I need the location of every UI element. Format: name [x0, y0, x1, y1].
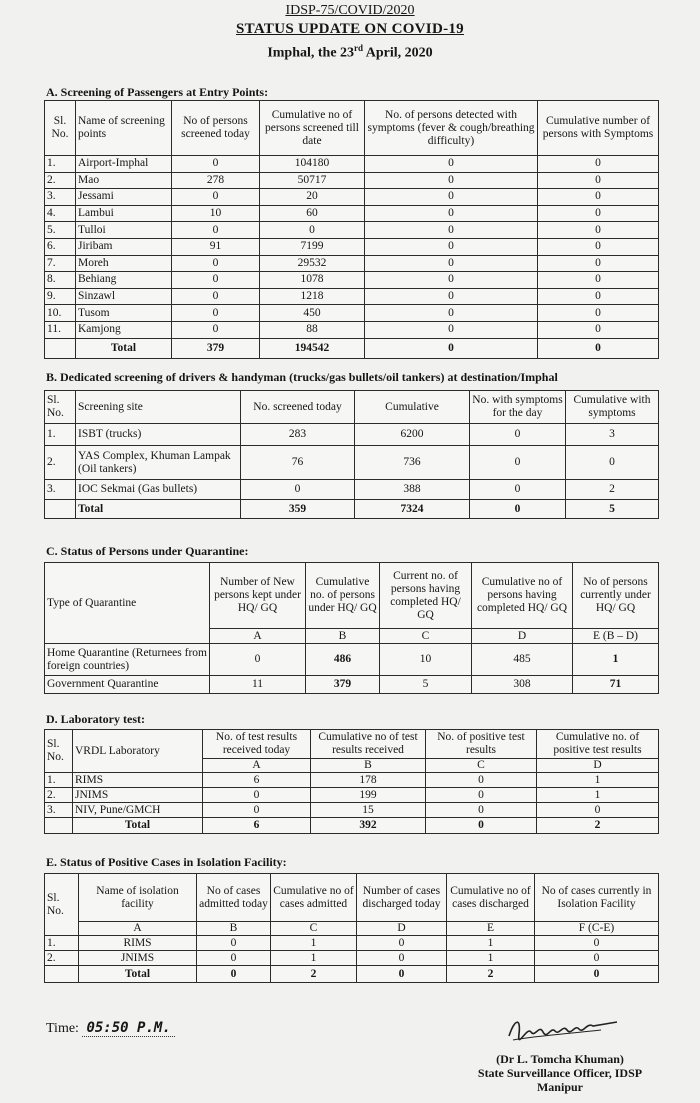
table-cell: 0: [566, 446, 659, 480]
total-row: [45, 818, 659, 834]
table-cell: 0: [470, 446, 566, 480]
table-cell: 0: [426, 803, 537, 818]
table-row: [45, 288, 659, 305]
column-letter: F (C-E): [535, 922, 659, 936]
table-cell: 88: [260, 321, 365, 338]
table-cell: IOC Sekmai (Gas bullets): [76, 480, 241, 500]
table-cell: 0: [365, 238, 538, 255]
column-letter: A: [210, 629, 306, 644]
table-cell: 0: [203, 788, 311, 803]
total-cell: 0: [197, 966, 271, 983]
total-cell: [45, 500, 76, 519]
time-label: Time:: [46, 1021, 79, 1036]
table-cell: Home Quarantine (Returnees from foreign countries): [45, 644, 210, 676]
table-cell: Mao: [76, 172, 172, 189]
column-header: Cumulative number of persons with Symptoms: [538, 101, 659, 156]
table-cell: 388: [355, 480, 470, 500]
table-cell: 11: [210, 676, 306, 694]
table-cell: 8.: [45, 272, 76, 289]
section-d-table: [44, 729, 659, 834]
total-cell: 2: [537, 818, 659, 834]
column-header: Number of New persons kept under HQ/ GQ: [210, 563, 306, 629]
table-row: [45, 189, 659, 206]
column-letter: A: [203, 759, 311, 773]
table-row: [45, 255, 659, 272]
column-header: Cumulative no. of positive test results: [537, 730, 659, 759]
table-row: [45, 446, 659, 480]
table-cell: 0: [172, 305, 260, 322]
column-header: Sl. No.: [45, 391, 76, 424]
column-letter: A: [79, 922, 197, 936]
table-cell: 71: [573, 676, 659, 694]
section-b-body: [45, 424, 659, 519]
table-cell: RIMS: [79, 936, 197, 951]
table-cell: 29532: [260, 255, 365, 272]
total-cell: [45, 966, 79, 983]
total-cell: [45, 338, 76, 358]
table-cell: 6: [203, 773, 311, 788]
table-cell: 0: [365, 272, 538, 289]
signatory-block: [455, 1052, 665, 1094]
table-cell: 0: [538, 172, 659, 189]
table-cell: 1: [573, 644, 659, 676]
section-c-title: C. Status of Persons under Quarantine:: [46, 544, 249, 558]
total-cell: 6: [203, 818, 311, 834]
table-cell: 2.: [45, 788, 73, 803]
table-row: [45, 644, 659, 676]
table-row: [45, 238, 659, 255]
total-cell: 0: [357, 966, 447, 983]
table-cell: NIV, Pune/GMCH: [73, 803, 203, 818]
table-cell: Airport-Imphal: [76, 156, 172, 173]
section-d-body: [45, 773, 659, 834]
section-b-header-row: [45, 391, 659, 424]
table-cell: 0: [470, 480, 566, 500]
table-cell: 0: [365, 288, 538, 305]
column-header: Cumulative with symptoms: [566, 391, 659, 424]
table-cell: 0: [537, 803, 659, 818]
table-cell: 1: [271, 936, 357, 951]
table-cell: 0: [172, 255, 260, 272]
section-e-table: [44, 873, 659, 983]
table-row: [45, 305, 659, 322]
column-header: No of persons screened today: [172, 101, 260, 156]
table-cell: 10.: [45, 305, 76, 322]
column-header: Cumulative no of cases discharged: [447, 874, 535, 922]
table-cell: 0: [426, 773, 537, 788]
table-cell: 1: [271, 951, 357, 966]
table-cell: 1: [447, 951, 535, 966]
table-cell: 3.: [45, 803, 73, 818]
table-cell: Moreh: [76, 255, 172, 272]
table-cell: 0: [365, 255, 538, 272]
column-header: Screening site: [76, 391, 241, 424]
table-cell: 0: [197, 936, 271, 951]
column-header: No. of positive test results: [426, 730, 537, 759]
column-letter: B: [311, 759, 426, 773]
table-cell: 3.: [45, 189, 76, 206]
table-cell: 0: [172, 189, 260, 206]
section-a-body: [45, 156, 659, 359]
total-row: [45, 500, 659, 519]
table-cell: 10: [172, 205, 260, 222]
table-cell: 0: [197, 951, 271, 966]
table-cell: 1078: [260, 272, 365, 289]
total-cell: 392: [311, 818, 426, 834]
table-cell: 3: [566, 424, 659, 446]
table-cell: 0: [538, 205, 659, 222]
table-row: [45, 272, 659, 289]
table-cell: YAS Complex, Khuman Lampak (Oil tankers): [76, 446, 241, 480]
total-cell: 0: [470, 500, 566, 519]
table-cell: 0: [260, 222, 365, 239]
table-cell: 76: [241, 446, 355, 480]
table-cell: 2: [566, 480, 659, 500]
section-c-table: [44, 562, 659, 694]
table-cell: ISBT (trucks): [76, 424, 241, 446]
table-cell: 0: [538, 321, 659, 338]
table-row: [45, 321, 659, 338]
table-cell: 104180: [260, 156, 365, 173]
table-row: [45, 803, 659, 818]
column-letter: D: [357, 922, 447, 936]
table-row: [45, 172, 659, 189]
table-cell: 199: [311, 788, 426, 803]
table-cell: 278: [172, 172, 260, 189]
table-cell: 1.: [45, 424, 76, 446]
column-letter: E: [447, 922, 535, 936]
table-cell: 9.: [45, 288, 76, 305]
table-cell: 308: [472, 676, 573, 694]
column-letter: E (B – D): [573, 629, 659, 644]
section-d-title: D. Laboratory test:: [46, 712, 145, 726]
total-cell: Total: [73, 818, 203, 834]
column-header: Name of screening points: [76, 101, 172, 156]
column-header: Cumulative no of test results received: [311, 730, 426, 759]
column-header: Sl. No.: [45, 101, 76, 156]
table-cell: 1: [537, 788, 659, 803]
table-cell: 0: [172, 321, 260, 338]
table-cell: 283: [241, 424, 355, 446]
table-cell: 10: [380, 644, 472, 676]
signature-mark: [505, 1012, 620, 1046]
column-letter: B: [306, 629, 380, 644]
column-header: Sl. No.: [45, 730, 73, 773]
table-cell: 2.: [45, 172, 76, 189]
total-cell: 0: [535, 966, 659, 983]
table-cell: 0: [210, 644, 306, 676]
table-cell: Tulloi: [76, 222, 172, 239]
column-header: Cumulative no of cases admitted: [271, 874, 357, 922]
column-letter: D: [472, 629, 573, 644]
column-letter: C: [271, 922, 357, 936]
table-cell: 4.: [45, 205, 76, 222]
table-cell: 0: [357, 951, 447, 966]
column-header: Cumulative no of persons screened till date: [260, 101, 365, 156]
column-header: No of cases admitted today: [197, 874, 271, 922]
table-cell: 0: [538, 189, 659, 206]
section-c-header-row: [45, 563, 659, 629]
table-row: [45, 951, 659, 966]
total-cell: 379: [172, 338, 260, 358]
column-header: Current no. of persons having completed HQ/ GQ: [380, 563, 472, 629]
table-cell: 91: [172, 238, 260, 255]
table-cell: Jiribam: [76, 238, 172, 255]
document-date: Imphal, the 23rd April, 2020: [267, 43, 433, 61]
document-header: [0, 2, 700, 63]
table-cell: 7199: [260, 238, 365, 255]
table-cell: 486: [306, 644, 380, 676]
table-cell: 20: [260, 189, 365, 206]
total-cell: 7324: [355, 500, 470, 519]
document-reference: IDSP-75/COVID/2020: [285, 3, 415, 18]
table-cell: JNIMS: [79, 951, 197, 966]
time-value: 05:50 P.M.: [82, 1020, 174, 1037]
document-title: STATUS UPDATE ON COVID-19: [236, 21, 464, 37]
table-cell: 485: [472, 644, 573, 676]
table-cell: 6200: [355, 424, 470, 446]
table-cell: 50717: [260, 172, 365, 189]
table-cell: 1218: [260, 288, 365, 305]
table-cell: 0: [365, 205, 538, 222]
column-header: VRDL Laboratory: [73, 730, 203, 773]
table-cell: Tusom: [76, 305, 172, 322]
column-header: Type of Quarantine: [45, 563, 210, 644]
column-header: Name of isolation facility: [79, 874, 197, 922]
column-header: Cumulative no of persons having completed HQ/ GQ: [472, 563, 573, 629]
table-cell: 0: [172, 222, 260, 239]
column-header: No of persons currently under HQ/ GQ: [573, 563, 659, 629]
total-cell: 2: [271, 966, 357, 983]
table-cell: 1: [537, 773, 659, 788]
table-cell: Lambui: [76, 205, 172, 222]
table-cell: 60: [260, 205, 365, 222]
table-cell: 0: [535, 951, 659, 966]
section-e-header-row: [45, 874, 659, 922]
table-row: [45, 480, 659, 500]
section-d-header-row: [45, 730, 659, 759]
total-cell: 2: [447, 966, 535, 983]
table-cell: 178: [311, 773, 426, 788]
table-cell: 0: [538, 238, 659, 255]
signatory-name: (Dr L. Tomcha Khuman): [496, 1052, 624, 1066]
column-letter: C: [380, 629, 472, 644]
table-cell: 6.: [45, 238, 76, 255]
table-cell: Government Quarantine: [45, 676, 210, 694]
total-cell: 359: [241, 500, 355, 519]
column-header: No. screened today: [241, 391, 355, 424]
section-c-body: [45, 644, 659, 694]
table-cell: 736: [355, 446, 470, 480]
table-row: [45, 205, 659, 222]
table-row: [45, 773, 659, 788]
report-time: [46, 1020, 175, 1037]
section-a-header-row: [45, 101, 659, 156]
column-header: Cumulative no. of persons under HQ/ GQ: [306, 563, 380, 629]
table-cell: 0: [172, 156, 260, 173]
total-row: [45, 338, 659, 358]
letter-row: [45, 922, 659, 936]
column-header: No of cases currently in Isolation Facility: [535, 874, 659, 922]
column-header: No. of persons detected with symptoms (fever & cough/breathing difficulty): [365, 101, 538, 156]
table-cell: 2.: [45, 446, 76, 480]
table-cell: 0: [365, 189, 538, 206]
table-cell: 0: [538, 272, 659, 289]
table-cell: Sinzawl: [76, 288, 172, 305]
table-cell: Jessami: [76, 189, 172, 206]
total-cell: Total: [79, 966, 197, 983]
total-cell: 194542: [260, 338, 365, 358]
table-cell: 2.: [45, 951, 79, 966]
total-row: [45, 966, 659, 983]
table-cell: 0: [172, 272, 260, 289]
column-header: Sl. No.: [45, 874, 79, 936]
column-header: Number of cases discharged today: [357, 874, 447, 922]
table-row: [45, 424, 659, 446]
total-cell: [45, 818, 73, 834]
table-cell: 0: [538, 222, 659, 239]
column-header: Cumulative: [355, 391, 470, 424]
total-cell: 5: [566, 500, 659, 519]
section-a-table: [44, 100, 659, 359]
column-header: No. with symptoms for the day: [470, 391, 566, 424]
table-cell: 15: [311, 803, 426, 818]
table-cell: 0: [365, 305, 538, 322]
signatory-place: Manipur: [536, 1080, 583, 1094]
section-e-body: [45, 936, 659, 983]
table-cell: 0: [538, 288, 659, 305]
table-cell: 3.: [45, 480, 76, 500]
table-row: [45, 936, 659, 951]
table-row: [45, 222, 659, 239]
total-cell: 0: [538, 338, 659, 358]
table-cell: 450: [260, 305, 365, 322]
table-cell: 1: [447, 936, 535, 951]
total-cell: Total: [76, 500, 241, 519]
table-cell: 5: [380, 676, 472, 694]
table-cell: 0: [470, 424, 566, 446]
column-letter: D: [537, 759, 659, 773]
column-letter: C: [426, 759, 537, 773]
table-cell: 0: [538, 305, 659, 322]
table-cell: 0: [538, 156, 659, 173]
table-cell: Behiang: [76, 272, 172, 289]
table-cell: 1.: [45, 936, 79, 951]
table-cell: 0: [365, 172, 538, 189]
table-cell: 0: [426, 788, 537, 803]
section-b-table: [44, 390, 659, 519]
table-cell: 1.: [45, 156, 76, 173]
table-cell: 0: [538, 255, 659, 272]
total-cell: Total: [76, 338, 172, 358]
table-cell: 0: [365, 156, 538, 173]
table-cell: Kamjong: [76, 321, 172, 338]
table-cell: 379: [306, 676, 380, 694]
column-header: No. of test results received today: [203, 730, 311, 759]
table-cell: 0: [203, 803, 311, 818]
table-cell: 5.: [45, 222, 76, 239]
table-cell: 11.: [45, 321, 76, 338]
table-cell: 0: [357, 936, 447, 951]
column-letter: B: [197, 922, 271, 936]
section-a-title: A. Screening of Passengers at Entry Points:: [46, 85, 269, 99]
signatory-title: State Surveillance Officer, IDSP: [477, 1066, 643, 1080]
table-row: [45, 788, 659, 803]
table-cell: 0: [172, 288, 260, 305]
table-cell: 0: [365, 222, 538, 239]
table-cell: 7.: [45, 255, 76, 272]
table-cell: JNIMS: [73, 788, 203, 803]
section-b-title: B. Dedicated screening of drivers & handyman (trucks/gas bullets/oil tankers) at destination/Imphal: [46, 370, 558, 384]
table-cell: 0: [535, 936, 659, 951]
table-cell: 0: [241, 480, 355, 500]
table-cell: RIMS: [73, 773, 203, 788]
table-cell: 0: [365, 321, 538, 338]
total-cell: 0: [426, 818, 537, 834]
table-cell: 1.: [45, 773, 73, 788]
table-row: [45, 156, 659, 173]
total-cell: 0: [365, 338, 538, 358]
table-row: [45, 676, 659, 694]
section-e-title: E. Status of Positive Cases in Isolation Facility:: [46, 855, 287, 869]
